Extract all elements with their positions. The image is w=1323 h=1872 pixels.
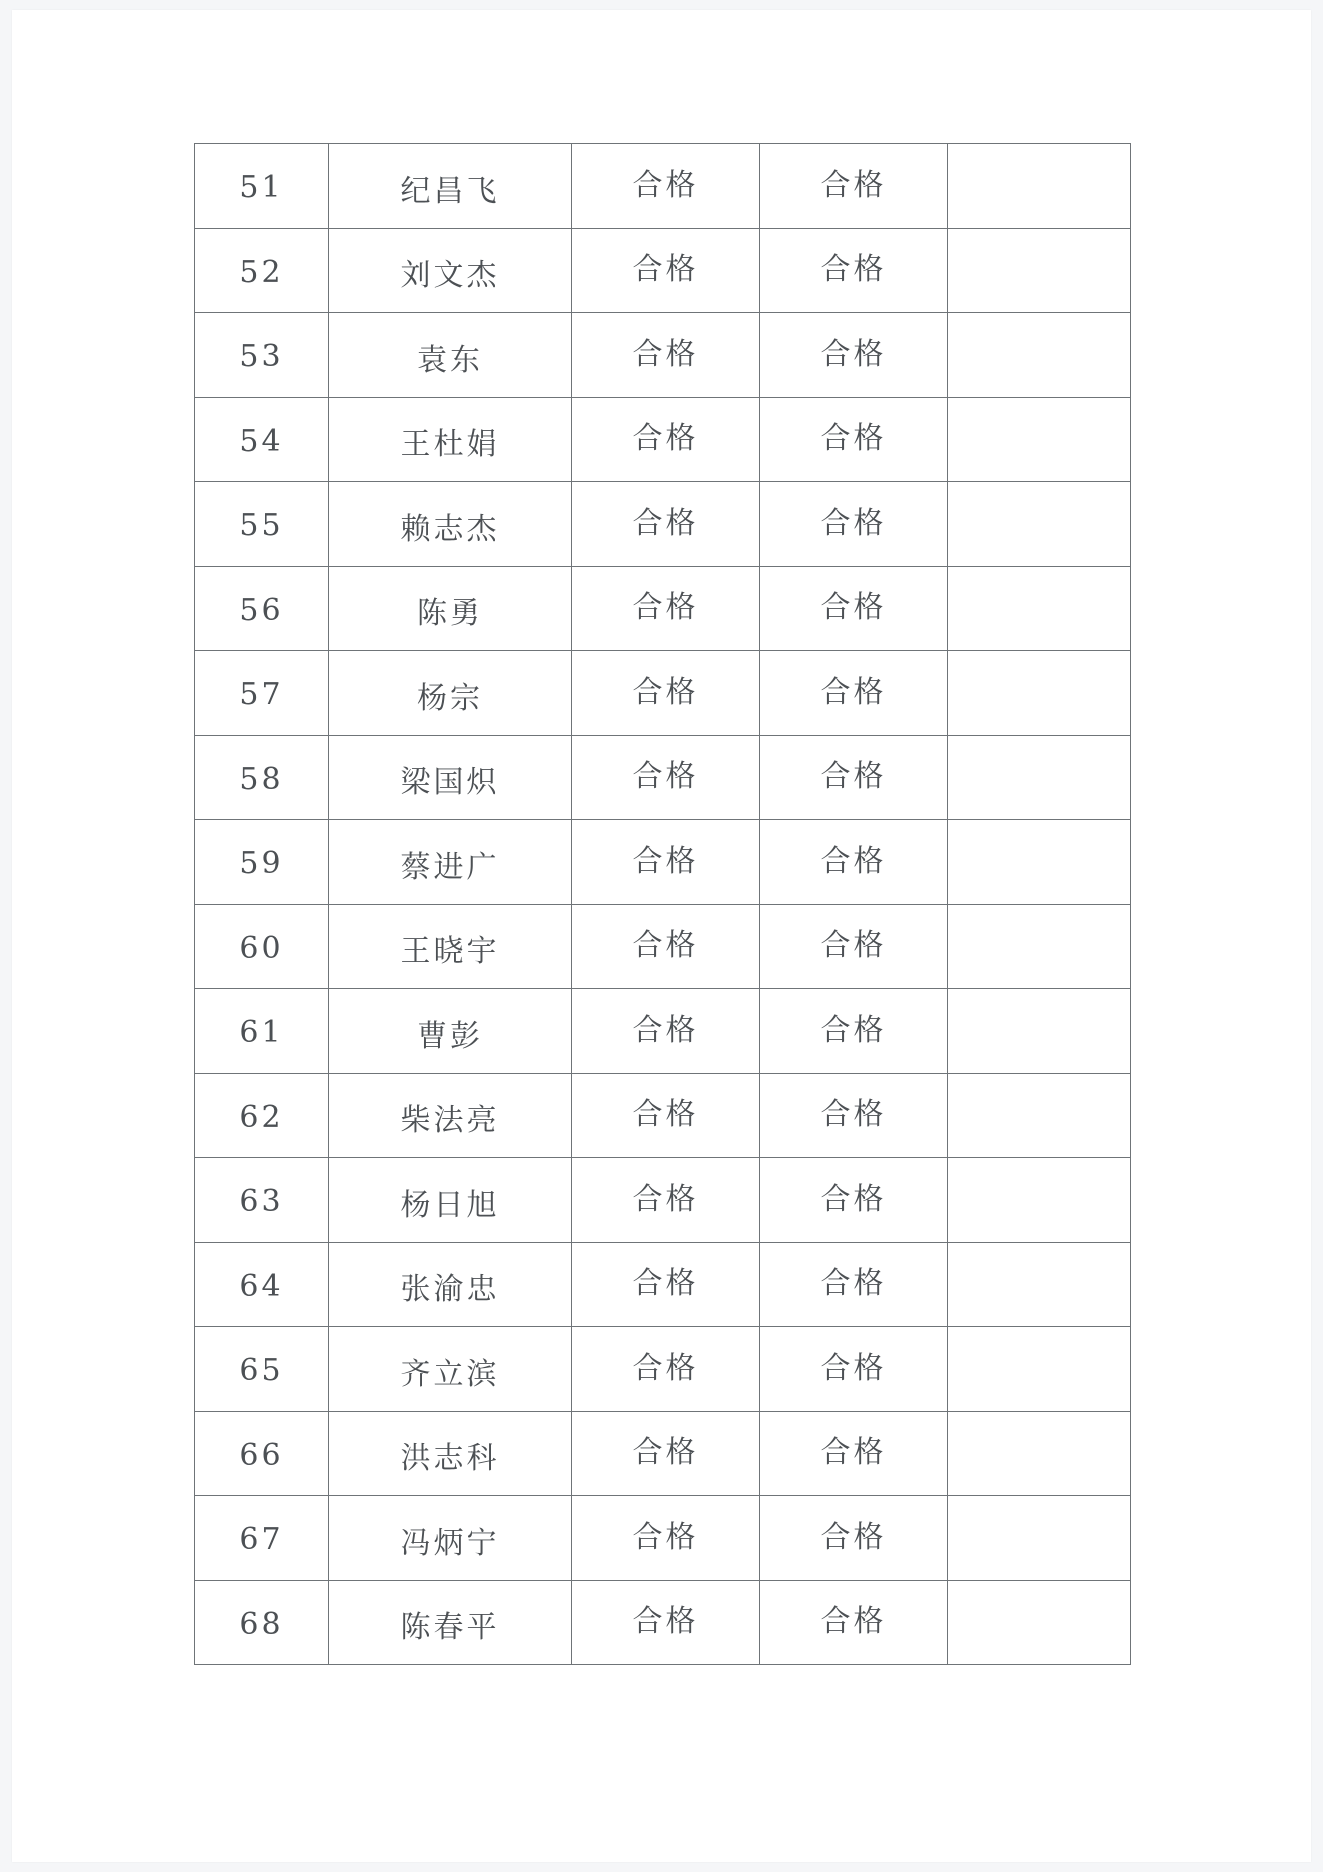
name-cell: [329, 904, 572, 989]
note-cell: [948, 735, 1131, 820]
result1: 合格: [632, 1604, 699, 1640]
row-number-cell: [195, 144, 329, 229]
note-cell: [948, 820, 1131, 905]
table-row: [195, 482, 1131, 567]
person-name: 蔡进广: [400, 849, 500, 885]
name-cell: [329, 1158, 572, 1243]
row-number-cell: [195, 904, 329, 989]
name-cell: [329, 1073, 572, 1158]
table-row: [195, 1496, 1131, 1581]
row-number: 61: [239, 1015, 284, 1051]
note-cell: [948, 397, 1131, 482]
result1: 合格: [632, 1097, 699, 1133]
result1: 合格: [632, 1266, 699, 1302]
note-cell: [948, 1327, 1131, 1412]
result1: 合格: [632, 1435, 699, 1471]
name-cell: [329, 144, 572, 229]
result1-cell: [572, 1411, 760, 1496]
result1-cell: [572, 989, 760, 1074]
person-name: 杨日旭: [400, 1187, 500, 1223]
result2: 合格: [820, 252, 887, 288]
result2: 合格: [820, 843, 887, 879]
person-name: 冯炳宁: [400, 1525, 500, 1561]
result2: 合格: [820, 336, 887, 372]
name-cell: [329, 1327, 572, 1412]
table-row: [195, 566, 1131, 651]
row-number: 66: [239, 1437, 284, 1473]
result2-cell: [760, 651, 948, 736]
result1: 合格: [632, 336, 699, 372]
table-row: [195, 1158, 1131, 1243]
result2-cell: [760, 1158, 948, 1243]
person-name: 袁东: [417, 342, 483, 378]
row-number-cell: [195, 1496, 329, 1581]
result1-cell: [572, 313, 760, 398]
result1: 合格: [632, 590, 699, 626]
name-cell: [329, 397, 572, 482]
result1-cell: [572, 1073, 760, 1158]
result2: 合格: [820, 928, 887, 964]
name-cell: [329, 566, 572, 651]
result1: 合格: [632, 1519, 699, 1555]
row-number: 68: [239, 1606, 284, 1642]
result1: 合格: [632, 674, 699, 710]
table-row: [195, 1242, 1131, 1327]
result1-cell: [572, 1327, 760, 1412]
table-row: [195, 989, 1131, 1074]
name-cell: [329, 820, 572, 905]
result2: 合格: [820, 505, 887, 541]
person-name: 梁国炽: [400, 765, 500, 801]
row-number: 67: [239, 1522, 284, 1558]
result2: 合格: [820, 167, 887, 203]
result1-cell: [572, 397, 760, 482]
table-row: [195, 1073, 1131, 1158]
result1: 合格: [632, 252, 699, 288]
note-cell: [948, 651, 1131, 736]
result2-cell: [760, 1327, 948, 1412]
result2-cell: [760, 144, 948, 229]
row-number-cell: [195, 1327, 329, 1412]
row-number-cell: [195, 735, 329, 820]
result2: 合格: [820, 421, 887, 457]
result2-cell: [760, 989, 948, 1074]
results-table: [194, 143, 1131, 1665]
result2-cell: [760, 228, 948, 313]
row-number-cell: [195, 1411, 329, 1496]
result1-cell: [572, 1496, 760, 1581]
row-number-cell: [195, 820, 329, 905]
row-number-cell: [195, 1073, 329, 1158]
note-cell: [948, 482, 1131, 567]
result2: 合格: [820, 590, 887, 626]
row-number: 58: [239, 761, 284, 797]
result2: 合格: [820, 1012, 887, 1048]
result1: 合格: [632, 505, 699, 541]
result2-cell: [760, 313, 948, 398]
table-row: [195, 144, 1131, 229]
result1-cell: [572, 904, 760, 989]
note-cell: [948, 1073, 1131, 1158]
result2-cell: [760, 1242, 948, 1327]
table-row: [195, 904, 1131, 989]
person-name: 柴法亮: [400, 1103, 500, 1139]
row-number: 54: [239, 423, 284, 459]
note-cell: [948, 1158, 1131, 1243]
result1-cell: [572, 1158, 760, 1243]
row-number: 56: [239, 592, 284, 628]
result2: 合格: [820, 759, 887, 795]
table-row: [195, 1327, 1131, 1412]
row-number: 60: [239, 930, 284, 966]
person-name: 王晓宇: [400, 934, 500, 970]
row-number: 53: [239, 339, 284, 375]
row-number-cell: [195, 566, 329, 651]
note-cell: [948, 144, 1131, 229]
row-number: 64: [239, 1268, 284, 1304]
person-name: 王杜娟: [400, 427, 500, 463]
result1: 合格: [632, 928, 699, 964]
person-name: 张渝忠: [400, 1272, 500, 1308]
name-cell: [329, 651, 572, 736]
table-row: [195, 313, 1131, 398]
note-cell: [948, 1411, 1131, 1496]
note-cell: [948, 313, 1131, 398]
result1-cell: [572, 735, 760, 820]
person-name: 赖志杰: [400, 511, 500, 547]
row-number: 51: [239, 170, 284, 206]
row-number: 59: [239, 846, 284, 882]
row-number-cell: [195, 989, 329, 1074]
person-name: 齐立滨: [400, 1356, 500, 1392]
result1-cell: [572, 1580, 760, 1665]
person-name: 陈春平: [400, 1610, 500, 1646]
name-cell: [329, 482, 572, 567]
row-number-cell: [195, 228, 329, 313]
person-name: 洪志科: [400, 1441, 500, 1477]
row-number: 65: [239, 1353, 284, 1389]
name-cell: [329, 1242, 572, 1327]
row-number-cell: [195, 1242, 329, 1327]
table-row: [195, 1580, 1131, 1665]
row-number-cell: [195, 1580, 329, 1665]
result2: 合格: [820, 1519, 887, 1555]
table-row: [195, 651, 1131, 736]
name-cell: [329, 1580, 572, 1665]
result1-cell: [572, 566, 760, 651]
result2-cell: [760, 397, 948, 482]
result1: 合格: [632, 1350, 699, 1386]
row-number-cell: [195, 313, 329, 398]
result1-cell: [572, 651, 760, 736]
result2: 合格: [820, 674, 887, 710]
person-name: 陈勇: [417, 596, 483, 632]
name-cell: [329, 228, 572, 313]
note-cell: [948, 1496, 1131, 1581]
name-cell: [329, 735, 572, 820]
name-cell: [329, 1411, 572, 1496]
table-row: [195, 820, 1131, 905]
result2: 合格: [820, 1181, 887, 1217]
row-number: 55: [239, 508, 284, 544]
result1: 合格: [632, 759, 699, 795]
result2-cell: [760, 1580, 948, 1665]
note-cell: [948, 1580, 1131, 1665]
table-row: [195, 228, 1131, 313]
result2: 合格: [820, 1604, 887, 1640]
note-cell: [948, 228, 1131, 313]
result1: 合格: [632, 1012, 699, 1048]
note-cell: [948, 904, 1131, 989]
result1-cell: [572, 1242, 760, 1327]
result2: 合格: [820, 1097, 887, 1133]
row-number: 62: [239, 1099, 284, 1135]
result1-cell: [572, 482, 760, 567]
row-number-cell: [195, 1158, 329, 1243]
result2: 合格: [820, 1266, 887, 1302]
name-cell: [329, 1496, 572, 1581]
result2-cell: [760, 904, 948, 989]
note-cell: [948, 1242, 1131, 1327]
result2-cell: [760, 1073, 948, 1158]
result2: 合格: [820, 1435, 887, 1471]
name-cell: [329, 989, 572, 1074]
note-cell: [948, 566, 1131, 651]
result1: 合格: [632, 1181, 699, 1217]
result2-cell: [760, 566, 948, 651]
row-number: 52: [239, 254, 284, 290]
name-cell: [329, 313, 572, 398]
row-number-cell: [195, 397, 329, 482]
row-number-cell: [195, 651, 329, 736]
result2-cell: [760, 735, 948, 820]
table-row: [195, 1411, 1131, 1496]
result2-cell: [760, 1496, 948, 1581]
result1-cell: [572, 228, 760, 313]
row-number-cell: [195, 482, 329, 567]
result1: 合格: [632, 421, 699, 457]
result1-cell: [572, 820, 760, 905]
result1: 合格: [632, 843, 699, 879]
row-number: 63: [239, 1184, 284, 1220]
results-table-body: [195, 144, 1131, 1665]
row-number: 57: [239, 677, 284, 713]
result2-cell: [760, 820, 948, 905]
note-cell: [948, 989, 1131, 1074]
result2: 合格: [820, 1350, 887, 1386]
person-name: 纪昌飞: [400, 173, 500, 209]
person-name: 曹彭: [417, 1018, 483, 1054]
table-row: [195, 397, 1131, 482]
person-name: 刘文杰: [400, 258, 500, 294]
table-row: [195, 735, 1131, 820]
result1: 合格: [632, 167, 699, 203]
result2-cell: [760, 482, 948, 567]
result2-cell: [760, 1411, 948, 1496]
person-name: 杨宗: [417, 680, 483, 716]
result1-cell: [572, 144, 760, 229]
